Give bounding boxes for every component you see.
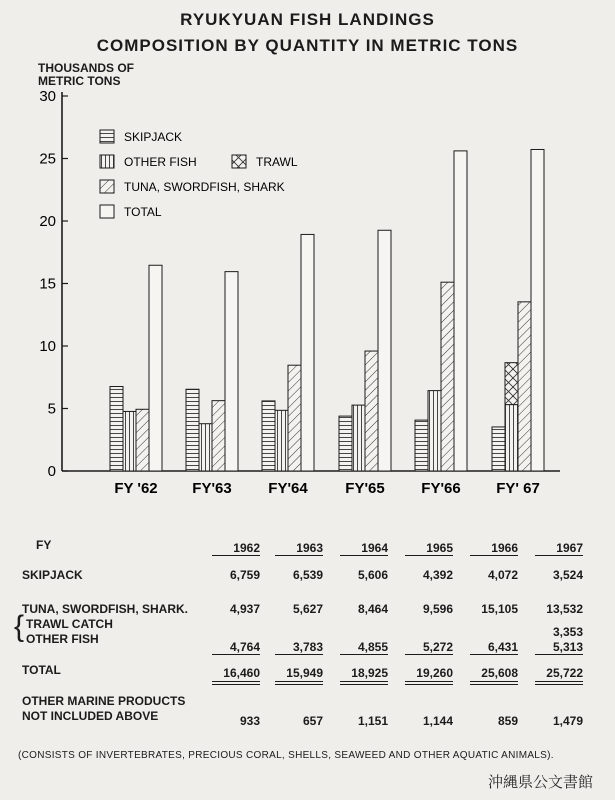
table-row-label: NOT INCLUDED ABOVE [22,709,159,723]
table-cell: 3,524 [552,568,583,582]
x-tick-label: FY'66 [421,480,461,497]
bar-other-fish-3 [352,405,365,471]
footnote: (CONSISTS OF INVERTEBRATES, PRECIOUS CORAL, SHELLS, SEAWEED AND OTHER AQUATIC ANIMALS). [18,750,554,761]
table-cell: 8,464 [357,602,388,616]
bar-trawl-5 [505,363,518,405]
bar-tuna-swordfish-shark-2 [288,365,301,471]
bar-tuna-swordfish-shark-1 [212,401,225,471]
y-tick-label: 15 [39,275,56,293]
table-year-header: 1966 [470,541,518,556]
y-axis-unit-line2: METRIC TONS [38,74,121,88]
table-row-label: TOTAL [22,663,61,677]
bar-other-fish-5 [505,405,518,471]
bar-skipjack-4 [415,420,428,471]
y-tick-label: 10 [39,338,56,355]
bar-skipjack-0 [110,387,123,471]
table-year-header: 1962 [212,541,260,556]
table-cell: 18,925 [340,666,388,685]
table-cell: 859 [497,714,518,728]
table-cell: 6,431 [470,640,518,655]
table-cell: 4,937 [229,602,260,616]
bracket-glyph: { [14,610,25,643]
legend-swatch [100,180,114,193]
legend-swatch [100,155,114,168]
table-cell: 4,764 [212,640,260,655]
table-cell: 657 [302,714,323,728]
chart-title: RYUKYUAN FISH LANDINGS [180,10,435,29]
legend-label: TOTAL [124,205,162,219]
table-cell: 6,539 [292,568,323,582]
bar-other-fish-0 [123,411,136,471]
x-tick-label: FY'65 [345,480,385,497]
table-row-label: TRAWL CATCH [26,617,113,631]
table-cell: 3,353 [552,625,583,639]
y-tick-label: 20 [39,213,56,230]
table-cell: 16,460 [212,666,260,685]
table-row-label: SKIPJACK [22,568,83,582]
table-row-label: OTHER FISH [26,632,99,646]
table-year-header: 1963 [275,541,323,556]
x-tick-label: FY' 67 [496,480,540,497]
bar-other-fish-4 [428,391,441,471]
legend-swatch [100,130,114,143]
x-tick-label: FY '62 [114,480,158,497]
x-tick-label: FY'63 [192,480,232,497]
bar-skipjack-5 [492,427,505,471]
bar-skipjack-2 [262,401,275,471]
y-axis-unit-line1: THOUSANDS OF [38,61,134,75]
y-tick-label: 30 [39,88,56,105]
table-year-header: 1967 [535,541,583,556]
x-tick-label: FY'64 [268,480,308,497]
table-cell: 25,608 [470,666,518,685]
table-cell: 1,479 [552,714,583,728]
bar-skipjack-1 [186,389,199,471]
table-cell: 9,596 [422,602,453,616]
table-cell: 5,313 [535,640,583,655]
table-cell: 5,627 [292,602,323,616]
bar-other-fish-1 [199,424,212,471]
chart-subtitle: COMPOSITION BY QUANTITY IN METRIC TONS [96,36,519,55]
legend-label: OTHER FISH [124,155,197,169]
bar-total-5 [531,149,544,471]
bar-total-2 [301,234,314,471]
bar-other-fish-2 [275,410,288,471]
archive-stamp: 沖縄県公文書館 [487,773,593,791]
bar-tuna-swordfish-shark-4 [441,282,454,471]
table-cell: 3,783 [275,640,323,655]
table-cell: 4,072 [487,568,518,582]
y-tick-label: 5 [47,400,56,418]
table-row-label: TUNA, SWORDFISH, SHARK. [22,602,188,616]
table-cell: 4,855 [340,640,388,655]
legend-label: TRAWL [256,155,298,169]
bar-total-4 [454,151,467,471]
table-cell: 25,722 [535,666,583,685]
table-year-header: 1964 [340,541,388,556]
legend-label: SKIPJACK [124,130,183,144]
table-row-label: OTHER MARINE PRODUCTS [22,694,186,708]
table-cell: 4,392 [422,568,453,582]
table-year-header: 1965 [405,541,453,556]
legend-swatch [100,205,114,218]
table-cell: 1,151 [357,714,388,728]
table-cell: 19,260 [405,666,453,685]
table-cell: 933 [239,714,260,728]
bar-tuna-swordfish-shark-5 [518,302,531,471]
y-tick-label: 0 [47,463,56,480]
table-cell: 5,606 [357,568,388,582]
table-fy-label: FY [36,538,52,552]
bar-total-1 [225,272,238,471]
table-cell: 15,105 [481,602,518,616]
legend-swatch [232,155,246,168]
bar-skipjack-3 [339,416,352,471]
bar-tuna-swordfish-shark-0 [136,409,149,471]
table-cell: 6,759 [229,568,260,582]
bar-total-3 [378,230,391,471]
legend-label: TUNA, SWORDFISH, SHARK [124,180,285,194]
bar-tuna-swordfish-shark-3 [365,351,378,471]
table-cell: 15,949 [275,666,323,685]
table-cell: 13,532 [546,602,583,616]
y-tick-label: 25 [39,150,56,168]
table-cell: 5,272 [405,640,453,655]
bar-total-0 [149,265,162,471]
table-cell: 1,144 [422,714,453,728]
